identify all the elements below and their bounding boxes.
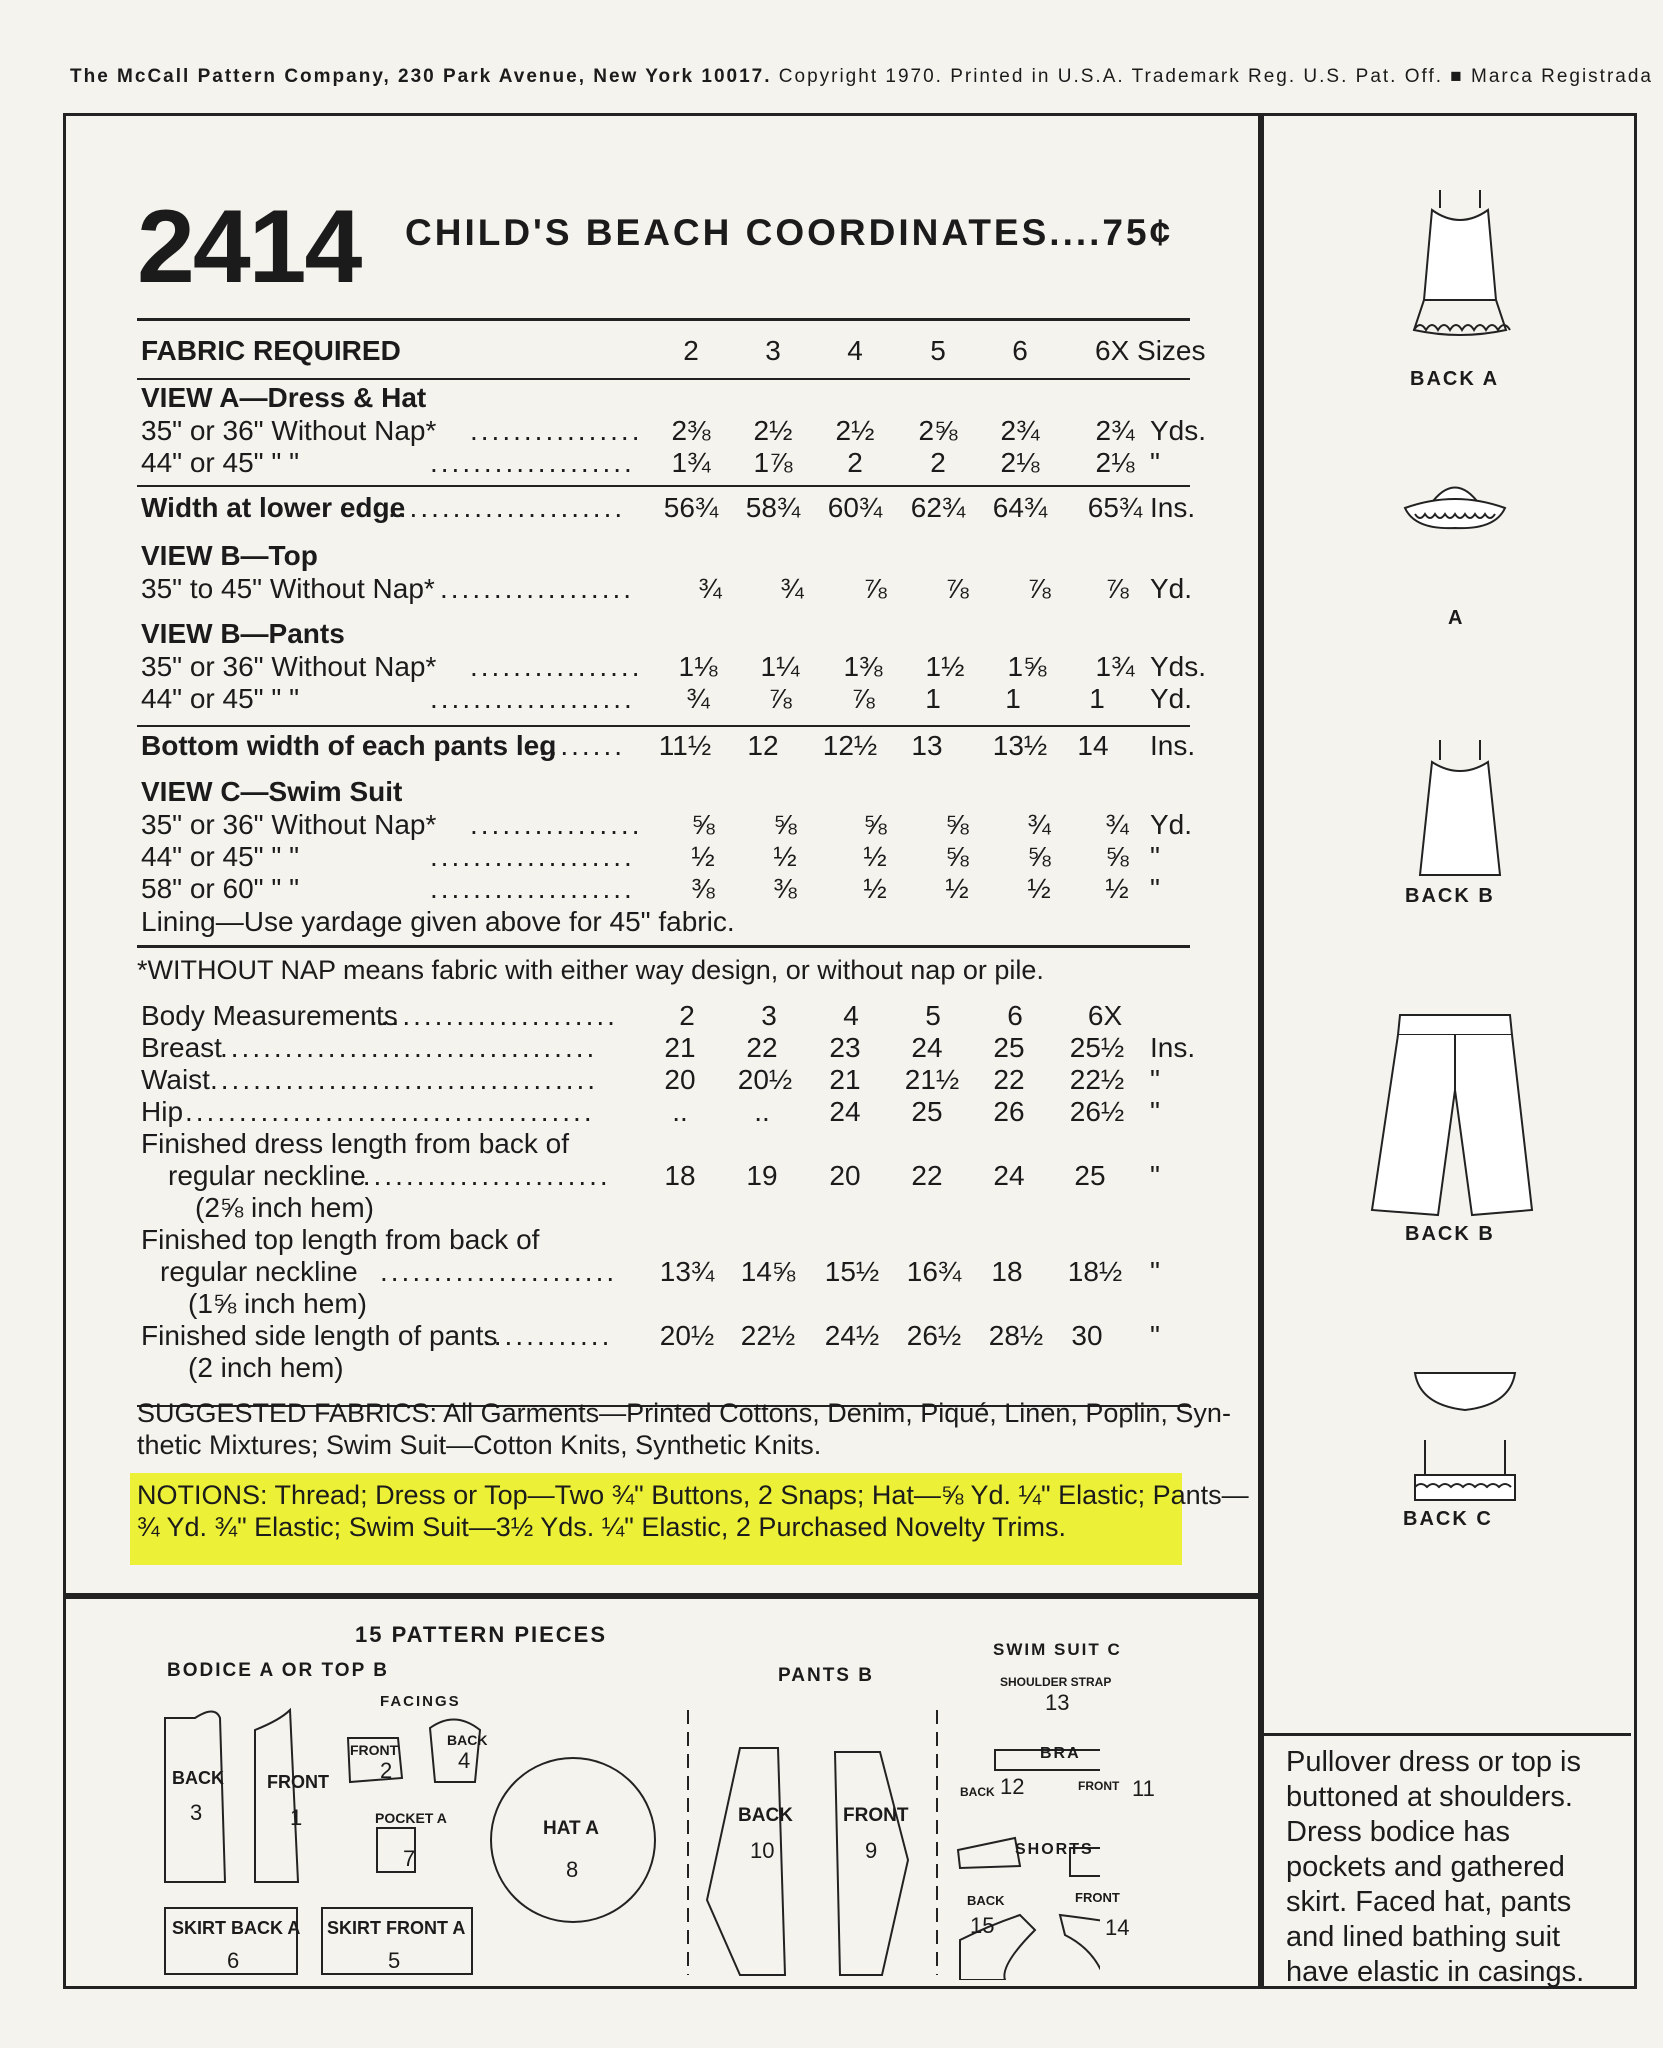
hat-number: 8	[566, 1857, 579, 1882]
unit: Ins.	[1150, 730, 1196, 761]
leader-dots: ....................................	[210, 1064, 599, 1095]
pants-front-label: FRONT	[843, 1805, 909, 1826]
cell: ..	[754, 1096, 770, 1127]
cell: ⅝	[945, 809, 969, 840]
cell: 25½	[1069, 1032, 1125, 1063]
cell: 2	[847, 447, 863, 478]
rule	[137, 318, 1190, 321]
swimsuit-back-illustration	[1400, 1365, 1530, 1505]
row-label: regular neckline	[168, 1160, 366, 1191]
cell: 56¾	[663, 492, 719, 523]
skirt-front-label: SKIRT FRONT A	[327, 1918, 466, 1938]
leader-dots: ..................	[440, 573, 635, 604]
copyright-text: Copyright 1970. Printed in U.S.A. Trademark Reg. U.S. Pat. Off. ■ Marca Registrada	[778, 66, 1653, 87]
cell: 1	[925, 683, 941, 714]
cell: 20	[829, 1160, 861, 1191]
cell: 20	[664, 1064, 696, 1095]
cell: ⅞	[851, 683, 875, 714]
leader-dots: ......................	[380, 1256, 618, 1287]
unit: "	[1150, 873, 1160, 904]
skirt-back-label: SKIRT BACK A	[172, 1918, 301, 1938]
cell: 22½	[740, 1320, 796, 1351]
cell: 24½	[824, 1320, 880, 1351]
cell: 22½	[1069, 1064, 1125, 1095]
unit: "	[1150, 1320, 1160, 1351]
suggested-fabrics-line-2: thetic Mixtures; Swim Suit—Cotton Knits, Synthetic Knits.	[137, 1430, 822, 1460]
cell: ½	[863, 841, 887, 872]
pocket-number: 7	[403, 1846, 416, 1871]
hat-illustration	[1395, 470, 1515, 540]
piece-front-label: FRONT	[267, 1772, 329, 1792]
cell: 14	[1077, 730, 1109, 761]
cell: 18½	[1067, 1256, 1123, 1287]
row-label: Bottom width of each pants leg	[141, 730, 557, 761]
unit: "	[1150, 1064, 1160, 1095]
cell: 13½	[992, 730, 1048, 761]
fabric-heading: FABRIC REQUIRED	[141, 335, 401, 366]
cell: ..	[672, 1096, 688, 1127]
leader-dots: ......................................	[185, 1096, 595, 1127]
rule	[137, 725, 1190, 727]
cell: 62¾	[910, 492, 966, 523]
cell: 25	[993, 1032, 1025, 1063]
pants-heading: PANTS B	[778, 1665, 874, 1686]
hat-label: HAT A	[543, 1818, 599, 1839]
cell: 2	[930, 447, 946, 478]
rule	[137, 378, 1190, 380]
row-label: 44" or 45" " "	[141, 841, 300, 872]
notions-line-1: NOTIONS: Thread; Dress or Top—Two ¾" Buttons, 2 Snaps; Hat—⅝ Yd. ¼" Elastic; Pants—	[137, 1480, 1249, 1510]
cell: 1	[1005, 683, 1021, 714]
leader-dots: .......................	[370, 1000, 618, 1031]
cell: ⅝	[945, 841, 969, 872]
unit: "	[1150, 1096, 1160, 1127]
row-label: Body Measurements	[141, 1000, 398, 1031]
row-label: 35" or 36" Without Nap*	[141, 809, 437, 840]
leader-dots: ...................................	[220, 1032, 598, 1063]
pattern-title: CHILD'S BEACH COORDINATES....75¢	[405, 212, 1174, 253]
cell: 20½	[737, 1064, 793, 1095]
pocket-label: POCKET A	[375, 1810, 447, 1826]
unit: Yd.	[1150, 573, 1193, 604]
facing-back-number: 4	[458, 1748, 471, 1773]
facing-front-number: 2	[380, 1758, 393, 1783]
cell: ¾	[1105, 809, 1129, 840]
cell: 1¼	[760, 651, 800, 682]
facings-label: FACINGS	[380, 1693, 461, 1710]
cell: 6X	[1087, 1000, 1123, 1031]
size-4: 4	[847, 335, 863, 366]
unit: "	[1150, 447, 1160, 478]
unit: Yds.	[1150, 651, 1207, 682]
size-5: 5	[930, 335, 946, 366]
pattern-pieces-heading: 15 PATTERN PIECES	[355, 1622, 608, 1647]
unit: Ins.	[1150, 1032, 1196, 1063]
cell: 1⅝	[1007, 651, 1047, 682]
cell: 13	[911, 730, 943, 761]
cell: 2⅛	[1000, 447, 1040, 478]
cell: 22	[746, 1032, 778, 1063]
leader-dots: ...................	[430, 683, 635, 714]
bodice-heading: BODICE A OR TOP B	[167, 1660, 389, 1681]
cell: 64¾	[992, 492, 1048, 523]
leader-dots: ............	[483, 1320, 613, 1351]
description-divider	[1258, 1733, 1631, 1736]
cell: 3	[761, 1000, 777, 1031]
cell: 1½	[925, 651, 965, 682]
leader-dots: ................	[470, 809, 643, 840]
facing-back-label: BACK	[447, 1732, 488, 1748]
cell: 6	[1007, 1000, 1023, 1031]
shoulder-strap-label: SHOULDER STRAP	[1000, 1675, 1112, 1689]
cell: ⅞	[863, 573, 887, 604]
cell: 26½	[906, 1320, 962, 1351]
facing-front-label: FRONT	[350, 1742, 399, 1758]
shorts-heading: SHORTS	[1015, 1841, 1094, 1858]
piece-front-number: 1	[290, 1805, 303, 1830]
cell: 15½	[824, 1256, 880, 1287]
pants-front-number: 9	[865, 1838, 878, 1863]
cell: 1⅛	[678, 651, 718, 682]
row-label: Waist	[141, 1064, 210, 1095]
row-label: regular neckline	[160, 1256, 358, 1287]
cell: 21½	[904, 1064, 960, 1095]
view-label-back-c: BACK C	[1403, 1508, 1493, 1530]
row-label: Breast	[141, 1032, 222, 1063]
cell: 16¾	[906, 1256, 962, 1287]
bra-back-label: BACK	[960, 1785, 995, 1799]
cell: 14⅝	[740, 1256, 796, 1287]
cell: ½	[691, 841, 715, 872]
leader-dots: ...................	[430, 873, 635, 904]
row-label: 44" or 45" " "	[141, 683, 300, 714]
cell: 21	[829, 1064, 861, 1095]
row-label: Finished side length of pants	[141, 1320, 498, 1351]
view-label-back-a: BACK A	[1410, 368, 1500, 390]
cell: 13¾	[659, 1256, 715, 1287]
cell: 20½	[659, 1320, 715, 1351]
bra-back-number: 12	[1000, 1774, 1025, 1799]
cell: ½	[945, 873, 969, 904]
cell: 24	[911, 1032, 943, 1063]
pattern-description: Pullover dress or top is buttoned at shoulders. Dress bodice has pockets and gathered skirt. Faced hat, pants and lined bathing suit have elastic in casings.	[1286, 1746, 1585, 1988]
notions-line-2: ¾ Yd. ¾" Elastic; Swim Suit—3½ Yds. ¼" Elastic, 2 Purchased Novelty Trims.	[137, 1512, 1067, 1542]
unit: "	[1150, 1256, 1160, 1287]
size-6x: 6X Sizes	[1095, 335, 1206, 366]
piece-back-number: 3	[190, 1800, 203, 1825]
view-label-back-b: BACK B	[1405, 885, 1495, 907]
leader-dots: ................	[470, 415, 643, 446]
size-6: 6	[1012, 335, 1028, 366]
pants-back-illustration	[1360, 1010, 1540, 1225]
leader-dots: ...................	[430, 447, 635, 478]
cell: 24	[993, 1160, 1025, 1191]
bra-heading: BRA	[1040, 1745, 1081, 1762]
cell: ¾	[780, 573, 804, 604]
cell: 4	[843, 1000, 859, 1031]
shorts-front-number: 14	[1105, 1915, 1130, 1940]
unit: Yd.	[1150, 809, 1193, 840]
pants-back-number: 10	[750, 1838, 775, 1863]
cell: 1¾	[1095, 651, 1135, 682]
company-name: The McCall Pattern Company, 230 Park Avenue, New York 10017.	[70, 66, 772, 87]
dress-back-illustration	[1380, 180, 1540, 360]
row-label: 35" to 45" Without Nap*	[141, 573, 435, 604]
cell: 1	[1089, 683, 1105, 714]
unit: Yds.	[1150, 415, 1207, 446]
cell: 60¾	[827, 492, 883, 523]
cell: 1¾	[671, 447, 711, 478]
row-label: 58" or 60" " "	[141, 873, 300, 904]
cell: 12	[747, 730, 779, 761]
cell: 2⅜	[671, 415, 711, 446]
cell: 2	[679, 1000, 695, 1031]
unit: "	[1150, 1160, 1160, 1191]
cell: 25	[911, 1096, 943, 1127]
pattern-number: 2414	[137, 189, 361, 305]
unit: Ins.	[1150, 492, 1196, 523]
cell: ⅜	[691, 873, 715, 904]
leader-dots: ................	[470, 651, 643, 682]
cell: 5	[925, 1000, 941, 1031]
skirt-front-number: 5	[388, 1948, 401, 1973]
leader-dots: ........................	[352, 1160, 611, 1191]
size-2: 2	[683, 335, 699, 366]
unit: "	[1150, 841, 1160, 872]
leader-dots: ......................	[388, 492, 626, 523]
cell: ⅝	[1027, 841, 1051, 872]
cell: 18	[664, 1160, 696, 1191]
cell: ⅝	[863, 809, 887, 840]
cell: 12½	[822, 730, 878, 761]
suggested-fabrics-line-1: SUGGESTED FABRICS: All Garments—Printed Cottons, Denim, Piqué, Linen, Poplin, Syn-	[137, 1398, 1231, 1428]
cell: 25	[1074, 1160, 1106, 1191]
cell: 65¾	[1087, 492, 1143, 523]
cell: ¾	[1027, 809, 1051, 840]
company-line	[70, 66, 1653, 88]
cell: ½	[773, 841, 797, 872]
row-label: 35" or 36" Without Nap*	[141, 415, 437, 446]
shoulder-strap-number: 13	[1045, 1690, 1070, 1715]
cell: 23	[829, 1032, 861, 1063]
rule	[137, 485, 1190, 487]
cell: 2¾	[1000, 415, 1040, 446]
cell: 18	[991, 1256, 1023, 1287]
cell: 22	[993, 1064, 1025, 1095]
swim-suit-heading: SWIM SUIT C	[993, 1640, 1122, 1659]
cell: 2⅛	[1095, 447, 1135, 478]
shorts-back-label: BACK	[967, 1893, 1005, 1908]
row-label: 44" or 45" " "	[141, 447, 300, 478]
cell: ½	[863, 873, 887, 904]
cell: ⅞	[768, 683, 792, 714]
piece-back-label: BACK	[172, 1768, 224, 1788]
row-label: 35" or 36" Without Nap*	[141, 651, 437, 682]
cell: 21	[664, 1032, 696, 1063]
nap-note: *WITHOUT NAP means fabric with either way design, or without nap or pile.	[137, 955, 1044, 985]
cell: ⅝	[1105, 841, 1129, 872]
cell: 58¾	[745, 492, 801, 523]
cell: 28½	[988, 1320, 1044, 1351]
rule	[137, 945, 1190, 948]
shorts-front-label: FRONT	[1075, 1890, 1120, 1905]
cell: 19	[746, 1160, 778, 1191]
cell: 26½	[1069, 1096, 1125, 1127]
view-label-back-b-pants: BACK B	[1405, 1223, 1495, 1245]
cell: ½	[1105, 873, 1129, 904]
leader-dots: ...................	[430, 841, 635, 872]
cell: 1⅜	[843, 651, 883, 682]
cell: 2½	[835, 415, 875, 446]
cell: ¾	[698, 573, 722, 604]
cell: ⅞	[1027, 573, 1051, 604]
cell: 2¾	[1095, 415, 1135, 446]
shorts-back-number: 15	[970, 1913, 995, 1938]
size-3: 3	[765, 335, 781, 366]
cell: ⅞	[1105, 573, 1129, 604]
cell: ¾	[686, 683, 710, 714]
cell: 26	[993, 1096, 1025, 1127]
cell: ½	[1027, 873, 1051, 904]
cell: 2½	[753, 415, 793, 446]
pants-back-label: BACK	[738, 1805, 793, 1826]
cell: 11½	[658, 730, 712, 761]
top-back-illustration	[1385, 730, 1525, 890]
cell: ⅝	[691, 809, 715, 840]
row-label: Hip	[141, 1096, 184, 1127]
unit: Yd.	[1150, 683, 1193, 714]
cell: 30	[1071, 1320, 1103, 1351]
cell: ⅞	[945, 573, 969, 604]
view-label-a: A	[1448, 607, 1465, 629]
cell: 1⅞	[753, 447, 793, 478]
leader-dots: .........	[528, 730, 626, 761]
bra-front-number: 11	[1132, 1776, 1155, 1801]
cell: 22	[911, 1160, 943, 1191]
cell: ⅝	[773, 809, 797, 840]
cell: 24	[829, 1096, 861, 1127]
cell: ⅜	[773, 873, 797, 904]
skirt-back-number: 6	[227, 1948, 240, 1973]
row-label: Width at lower edge	[141, 492, 406, 523]
bra-front-label: FRONT	[1078, 1779, 1120, 1793]
cell: 2⅝	[918, 415, 958, 446]
